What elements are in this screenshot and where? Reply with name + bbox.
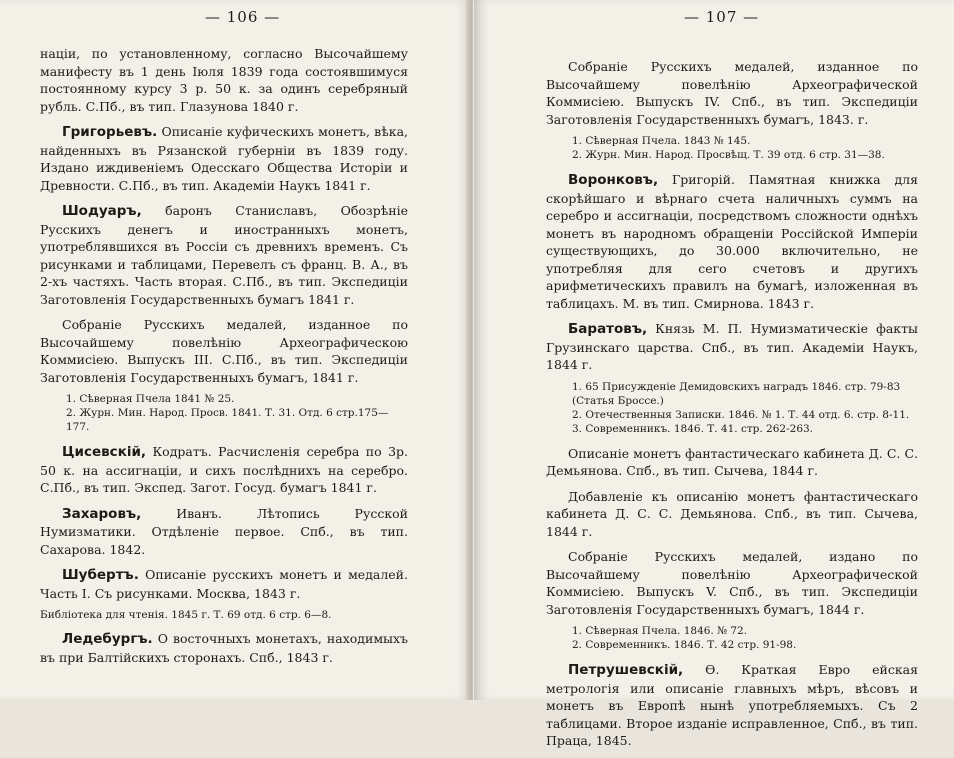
bibliography-entry <box>546 171 918 312</box>
bibliography-entry <box>546 320 918 374</box>
bibliography-entry: Собраніе Русскихъ медалей, изданное по Высочайшему повелѣнію Археографическою Коммисіею. Выпускъ III. С.Пб., въ тип. Экспедиціи Заготовленія Государственныхъ бумагъ, 1841 г. <box>40 317 408 385</box>
reference-item: 1. Сѣверная Пчела. 1846. № 72. <box>572 625 748 637</box>
entry-text: Кодратъ. Расчисленія серебра по 3р. 50 к. на ассигнаціи, и сихъ послѣднихъ на серебро. С.Пб., въ тип. Экспед. Загот. Госуд. бумагъ 1841 г. <box>40 444 408 495</box>
bibliography-entry: Описаніе монетъ фантастическаго кабинета Д. С. С. Демьянова. Спб., въ тип. Сычева, 1844 г. <box>546 445 918 478</box>
bibliography-entry <box>40 505 408 559</box>
author-name: Ледебургъ. <box>62 631 153 647</box>
continued-entry: націи, по установленному, согласно Высочайшему манифесту въ 1 день Іюля 1839 года состоявшимуся постоянному курсу 3 р. 50 к. за одинъ серебряный рубль. С.Пб., въ тип. Глазунова 1840 г. <box>40 46 408 114</box>
author-name: Баратовъ, <box>568 321 648 337</box>
bibliography-entry <box>546 661 918 750</box>
author-name: Шодуаръ, <box>62 203 142 219</box>
reference-list <box>546 624 918 652</box>
author-name: Григорьевъ. <box>62 124 158 140</box>
author-name: Захаровъ, <box>62 505 142 522</box>
bibliography-entry <box>40 202 408 308</box>
page-number: — 106 — <box>205 8 281 26</box>
bibliography-entry <box>40 630 408 666</box>
entry-text: Описаніе куфическихъ монетъ, вѣка, найденныхъ въ Рязанской губерніи въ 1839 году. Издано иждивеніемъ Одесскаго Общества Исторіи и Древности. С.Пб., въ тип. Академіи Наукъ 1841 г. <box>40 124 408 193</box>
reference-item: 2. Журн. Мин. Народ. Просв. 1841. Т. 31. Отд. 6 стр.175—177. <box>66 407 389 433</box>
reference-note: Библіотека для чтенія. 1845 г. Т. 69 отд. 6 стр. 6—8. <box>40 609 332 621</box>
reference-item: 3. Современникъ. 1846. Т. 41. стр. 262-263. <box>572 422 814 435</box>
bibliography-entry: Собраніе Русскихъ медалей, изданное по Высочайшему повелѣнію Археографической Коммисіею. Выпускъ IV. Спб., въ тип. Экспедиціи Заготовленія Государственныхъ бумагъ, 1843. г. <box>546 59 918 127</box>
reference-item: 1. Сѣверная Пчела. 1843 № 145. <box>572 135 751 147</box>
entry-text: баронъ Станиславъ, Обозрѣніе Русскихъ денегъ и иностранныхъ монетъ, употреблявшихся въ Россіи съ древнихъ временъ. Съ рисунками и таблицами, Перевелъ съ франц. В. А., въ 2-хъ частяхъ. Часть вторая. С.Пб., въ тип. Экспедиціи Заготовленія Государственныхъ бумагъ 1841 г. <box>40 203 408 307</box>
reference-item: 2. Современникъ. 1846. Т. 42 стр. 91-98. <box>572 639 797 651</box>
reference-list <box>546 380 918 436</box>
entry-text: О восточныхъ монетахъ, находимыхъ въ при Балтійскихъ сторонахъ. Спб., 1843 г. <box>40 631 408 665</box>
reference-item: 2. Журн. Мин. Народ. Просвѣщ. Т. 39 отд. 6 стр. 31—38. <box>572 149 885 161</box>
author-name: Цисевскій, <box>62 444 147 460</box>
reference-list <box>40 392 408 434</box>
entry-text: Описаніе русскихъ монетъ и медалей. Часть I. Съ рисунками. Москва, 1843 г. <box>40 567 408 601</box>
bibliography-entry: Собраніе Русскихъ медалей, издано по Высочайшему повелѣнію Археографической Коммисіею. Выпускъ V. Спб., въ тип. Экспедиціи Заготовленія Государственныхъ бумагъ, 1844 г. <box>546 549 918 617</box>
left-page <box>0 0 472 700</box>
bibliography-entry: Добавленіе къ описанію монетъ фантастическаго кабинета Д. С. С. Демьянова. Спб., въ тип. Сычева, 1844 г. <box>546 488 918 539</box>
entry-text: Князь М. П. Нумизматическіе факты Грузинскаго царства. Спб., въ тип. Академіи Наукъ, 1844 г. <box>546 321 918 372</box>
entry-text: Григорій. Памятная книжка для скорѣйшаго и вѣрнаго счета наличныхъ суммъ на серебро и ассигнаціи, посредствомъ сложности однѣхъ монетъ въ народномъ обращеніи Россійской Имперіи существующихъ, до 30.000 включительно, не употребляя для сего счетовъ и другихъ арифметическихъ правилъ на бумагѣ, изложенная въ таблицахъ. М. въ тип. Смирнова. 1843 г. <box>546 172 918 311</box>
entry-text: Ѳ. Краткая Евро ейская метрологія или описаніе главныхъ мѣръ, вѣсовъ и монетъ въ Европѣ нынѣ употребляемыхъ. Съ 2 таблицами. Второе изданіе исправленное, Спб., въ тип. Праца, 1845. <box>546 662 918 748</box>
reference-item: 1. 65 Присужденіе Демидовскихъ наградъ 1846. стр. 79-83 (Статья Броссе.) <box>572 380 901 407</box>
reference-item: 1. Сѣверная Пчела 1841 № 25. <box>66 393 235 405</box>
reference-list <box>546 134 918 162</box>
author-name: Петрушевскій, <box>568 662 684 678</box>
page-text <box>546 58 918 758</box>
page-number: — 107 — <box>684 8 760 26</box>
bibliography-entry <box>40 566 408 602</box>
author-name: Шубертъ. <box>62 567 139 583</box>
bibliography-entry <box>40 443 408 497</box>
right-page <box>474 0 954 748</box>
bibliography-entry <box>40 123 408 194</box>
entry-text: Иванъ. Лѣтопись Русской Нумизматики. Отдѣленіе первое. Спб., въ тип. Сахарова. 1842. <box>40 505 408 557</box>
reference-item: 2. Отечественныя Записки. 1846. № 1. Т. 44 отд. 6. стр. 8-11. <box>572 408 910 421</box>
author-name: Воронковъ, <box>568 172 659 188</box>
page-text <box>40 45 408 674</box>
